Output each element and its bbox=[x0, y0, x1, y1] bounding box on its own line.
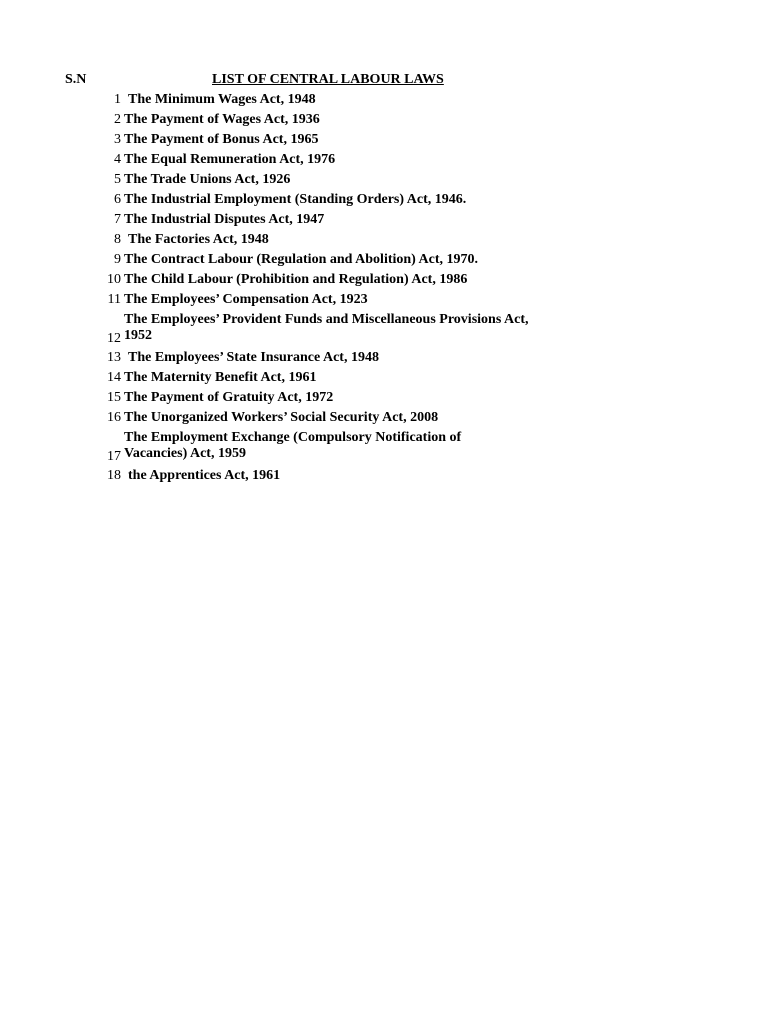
sn-column-header: S.N bbox=[65, 72, 87, 87]
law-name: The Payment of Bonus Act, 1965 bbox=[124, 132, 319, 147]
law-name: The Payment of Gratuity Act, 1972 bbox=[124, 390, 334, 405]
list-item bbox=[0, 211, 768, 231]
list-item bbox=[0, 171, 768, 191]
list-item bbox=[0, 191, 768, 211]
list-item bbox=[0, 311, 768, 349]
law-name: The Maternity Benefit Act, 1961 bbox=[124, 370, 317, 385]
laws-list bbox=[0, 91, 768, 487]
law-name: the Apprentices Act, 1961 bbox=[128, 468, 281, 483]
item-number: 14 bbox=[107, 370, 121, 385]
page-title: LIST OF CENTRAL LABOUR LAWS bbox=[212, 72, 444, 87]
law-name: The Minimum Wages Act, 1948 bbox=[128, 92, 316, 107]
law-name: The Industrial Employment (Standing Orders) Act, 1946. bbox=[124, 192, 467, 207]
item-number: 5 bbox=[114, 172, 121, 187]
law-name: The Factories Act, 1948 bbox=[128, 232, 269, 247]
item-number: 4 bbox=[114, 152, 121, 167]
list-item bbox=[0, 251, 768, 271]
list-item bbox=[0, 271, 768, 291]
law-name: The Employees’ Compensation Act, 1923 bbox=[124, 292, 368, 307]
law-name: The Industrial Disputes Act, 1947 bbox=[124, 212, 325, 227]
law-name: The Employees’ Provident Funds and Miscellaneous Provisions Act, 1952 bbox=[124, 312, 529, 343]
item-number: 11 bbox=[107, 292, 121, 307]
law-name: The Child Labour (Prohibition and Regulation) Act, 1986 bbox=[124, 272, 468, 287]
law-name: The Unorganized Workers’ Social Security Act, 2008 bbox=[124, 410, 439, 425]
item-number: 18 bbox=[107, 468, 121, 483]
item-number: 1 bbox=[114, 92, 121, 107]
list-item bbox=[0, 429, 768, 467]
list-item bbox=[0, 467, 768, 487]
item-number: 13 bbox=[107, 350, 121, 365]
list-item bbox=[0, 91, 768, 111]
list-item bbox=[0, 231, 768, 251]
item-number: 2 bbox=[114, 112, 121, 127]
item-number: 9 bbox=[114, 252, 121, 267]
item-number: 17 bbox=[107, 449, 121, 464]
law-name: The Trade Unions Act, 1926 bbox=[124, 172, 291, 187]
list-item bbox=[0, 389, 768, 409]
list-item bbox=[0, 151, 768, 171]
list-item bbox=[0, 409, 768, 429]
list-item bbox=[0, 131, 768, 151]
item-number: 15 bbox=[107, 390, 121, 405]
law-name: The Equal Remuneration Act, 1976 bbox=[124, 152, 336, 167]
item-number: 7 bbox=[114, 212, 121, 227]
law-name: The Payment of Wages Act, 1936 bbox=[124, 112, 320, 127]
list-item bbox=[0, 349, 768, 369]
item-number: 10 bbox=[107, 272, 121, 287]
item-number: 8 bbox=[114, 232, 121, 247]
list-item bbox=[0, 369, 768, 389]
law-name: The Employees’ State Insurance Act, 1948 bbox=[128, 350, 379, 365]
item-number: 16 bbox=[107, 410, 121, 425]
item-number: 3 bbox=[114, 132, 121, 147]
law-name: The Employment Exchange (Compulsory Notification of Vacancies) Act, 1959 bbox=[124, 430, 462, 461]
list-item bbox=[0, 291, 768, 311]
item-number: 12 bbox=[107, 331, 121, 346]
item-number: 6 bbox=[114, 192, 121, 207]
law-name: The Contract Labour (Regulation and Abolition) Act, 1970. bbox=[124, 252, 479, 267]
list-item bbox=[0, 111, 768, 131]
